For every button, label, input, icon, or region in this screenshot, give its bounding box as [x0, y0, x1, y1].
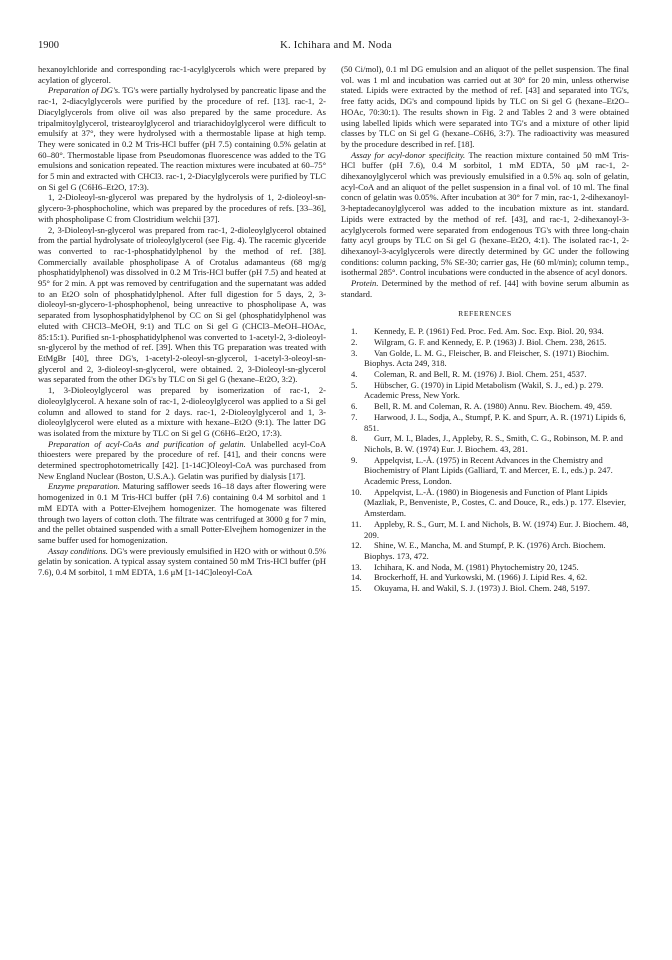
- reference-item: [341, 455, 629, 487]
- paragraph-text: 1, 2-Dioleoyl-sn-glycerol was prepared by the hydrolysis of 1, 2-dioleoyl-sn-glycero-3-phosphocholine, which was prepared by the procedures of refs. [33–36], with phospholipase C from Clostridium welchii [37].: [38, 192, 326, 224]
- reference-number: 3.: [351, 347, 358, 358]
- reference-item: [341, 348, 629, 369]
- paragraph-text: hexanoylchloride and corresponding rac-1-acylglycerols which were prepared by acylation of glycerol.: [38, 64, 326, 85]
- paragraph: [38, 439, 326, 482]
- page-number: 1900: [38, 40, 59, 51]
- reference-text: Kennedy, E. P. (1961) Fed. Proc. Fed. Am. Soc. Exp. Biol. 20, 934.: [374, 326, 604, 337]
- paragraph-text: Unlabelled acyl-CoA thioesters were prepared by the procedure of ref. [41], and their concns were determined spectrophotometrically [42]. [1-14C]Oleoyl-CoA was purchased from New England Nuclear (Boston, U.S.A.). Gelatin was purified by dialysis [17].: [38, 438, 326, 481]
- reference-text: Wilgram, G. F. and Kennedy, E. P. (1963) J. Biol. Chem. 238, 2615.: [374, 336, 607, 347]
- paragraph-text: The reaction mixture contained 50 mM Tris-HCl buffer (pH 7.6), 0.4 M sorbitol, 1 mM EDTA, 50 μM rac-1, 2-dihexanoylglycerol which was previously emulsified in a 0.5% aq. soln of gelatin, acyl-CoA and an aliquot of the pellet suspension in a final vol. of 10 ml. The final concn of gelatin was 0.05%. After incubation at 30° for 7 min, rac-1, 2-dihexanoyl-3-heptadecanoylglycerol was added to the incubation mixture as int. standard. Lipids were extracted by the method of ref. [43], and rac-1, 2-dihexanoyl-3-acylglycerols formed were separated from endogenous TG's with three long-chain fatty acyl groups by TLC on Si gel G (hexane–Et2O, 4:1). The isolated rac-1, 2-dihexanoyl-3-acylglycerols were directly determined by GC under the following conditions: column packing, 5% SE-30; carrier gas, He (60 ml/min); column temp., isothermal 285°. Control incubations were conducted in the absence of acyl donors.: [341, 149, 630, 278]
- references-list: [341, 326, 629, 594]
- methods-text: [341, 64, 629, 299]
- paragraph-runin-heading: Preparation of acyl-CoAs and purification of gelatin.: [48, 438, 246, 449]
- reference-item: [341, 337, 629, 348]
- paragraph-runin-heading: Preparation of DG's.: [48, 85, 121, 96]
- reference-text: Shine, W. E., Mancha, M. and Stumpf, P. K. (1976) Arch. Biochem. Biophys. 173, 472.: [364, 540, 606, 561]
- paragraph-text: (50 Ci/mol), 0.1 ml DG emulsion and an aliquot of the pellet suspension. The final vol. was 1 ml and incubation was carried out at 30° for 20 min, unless otherwise stated. Lipids were extracted by the method of ref. [43] and separated into TG's, free fatty acids, DG's and compound lipids by TLC on Si gel G (hexane–Et2O–HOAc, 70:30:1). The results shown in Fig. 2 and Tables 2 and 3 were obtained using labelled lipids which were separated into TG's and a mixture of other lipid classes by TLC on Si gel G (hexane–C6H6, 3:7). The radioactivity was measured by the procedure described in ref. [18].: [341, 64, 629, 149]
- paragraph: [38, 192, 326, 224]
- paragraph: [341, 278, 629, 299]
- reference-number: 15.: [351, 583, 362, 594]
- reference-text: Gurr, M. I., Blades, J., Appleby, R. S., Smith, C. G., Robinson, M. P. and Nichols, B. W. (1974) Eur. J. Biochem. 43, 281.: [364, 433, 623, 454]
- reference-item: [341, 540, 629, 561]
- reference-number: 12.: [351, 540, 362, 551]
- reference-text: Appelqvist, L.-Å. (1975) in Recent Advances in the Chemistry and Biochemistry of Plant Lipids (Galliard, T. and Mercer, E. I., eds.) p. 247. Academic Press, London.: [364, 454, 613, 487]
- reference-item: [341, 487, 629, 519]
- reference-number: 14.: [351, 572, 362, 583]
- paragraph-text: 2, 3-Dioleoyl-sn-glycerol was prepared from rac-1, 2-dioleoylglycerol obtained from the partial hydrolysate of trioleoylglycerol (see Fig. 4). The racemic glyceride was converted to rac-1-phosphatidylphenol by the method of ref. [38]. Commercially available phospholipase A of Crotalus adamanteus (68 mg/g phosphatidylphenol) was dissolved in 0.2 M Tris-HCl buffer (pH 7.5) and heated at 95° for 2 min. A ppt was removed by centrifugation and the supernatant was added to an Et2O soln of phosphatidylphenol. After full digestion for 5 days, 2, 3-dioleoyl-sn-glycero-1-phosphophenol, being unreactive to phospholipase A, was separated from lysophosphatidylphenol by CC on Si gel (phosphatidylphenol was eluted with CHCl3–MeOH, 9:1) and TLC on Si gel G (CHCl3–MeOH–HOAc, 85:15:1). Purified sn-1-phosphatidylphenol was converted to 1-acetyl-2, 3-dioleoyl-sn-glycerol by the method of ref. [39]. When this TG preparation was treated with EtMgBr [40], three DG's, 1-acetyl-2-oleoyl-sn-glycerol, 1-acetyl-3-oleoyl-sn-glycerol and 2, 3-dioleoyl-sn-glycerol, were obtained. 2, 3-Dioleoyl-sn-glycerol was separated from the other DG's by TLC on Si gel G (hexane–Et2O, 3:2).: [38, 224, 326, 385]
- paragraph-text: Determined by the method of ref. [44] with bovine serum albumin as standard.: [341, 278, 629, 299]
- reference-item: [341, 433, 629, 454]
- reference-number: 2.: [351, 336, 358, 347]
- reference-text: Appelqvist, L.-Å. (1980) in Biogenesis and Function of Plant Lipids (Mazliak, P., Benveniste, P., Costes, C. and Douce, R., eds.) p. 177. Elsevier, Amsterdam.: [364, 486, 626, 519]
- reference-number: 9.: [351, 454, 358, 465]
- reference-item: [341, 572, 629, 583]
- reference-item: [341, 401, 629, 412]
- reference-text: Brockerhoff, H. and Yurkowski, M. (1966) J. Lipid Res. 4, 62.: [374, 572, 588, 583]
- paragraph-text: 1, 3-Dioleoylglycerol was prepared by isomerization of rac-1, 2-dioleoylglycerol. A hexane soln of rac-1, 2-dioleoylglycerol was applied to a Si gel column and allowed to stand for 2 days. rac-1, 2-Dioleoylglycerol and 1, 3-dioleoylglycerol were eluted as a mixture with hexane–Et2O (9:1). The latter DG was isolated from the mixture by TLC on Si gel G (C6H6–Et2O, 17:3).: [38, 385, 326, 438]
- paragraph: [341, 150, 629, 278]
- reference-number: 7.: [351, 411, 358, 422]
- reference-item: [341, 380, 629, 401]
- reference-number: 5.: [351, 379, 358, 390]
- reference-item: [341, 412, 629, 433]
- reference-text: Appleby, R. S., Gurr, M. I. and Nichols, B. W. (1974) Eur. J. Biochem. 48, 209.: [364, 518, 629, 540]
- reference-item: [341, 326, 629, 337]
- paragraph-runin-heading: Assay for acyl-donor specificity.: [351, 149, 466, 160]
- paragraph: [38, 546, 326, 578]
- reference-number: 13.: [351, 561, 362, 572]
- reference-number: 4.: [351, 368, 358, 379]
- reference-item: [341, 519, 629, 540]
- paragraph-text: Maturing safflower seeds 16–18 days after flowering were homogenized in 0.1 M Tris-HCl buffer (pH 7.6) containing 0.4 M sorbitol and 1 mM EDTA with a Potter-Elvejhem homogenizer. The homogenate was filtered through two layers of cotton cloth. The filtrate was centrifuged at 3000 g for 7 min, and the pellet obtained suspended with a small Potter-Elvejhem homogenizer in the same buffer used for homogenization.: [38, 481, 326, 545]
- reference-text: Harwood, J. L., Sodja, A., Stumpf, P. K. and Spurr, A. R. (1971) Lipids 6, 851.: [364, 411, 626, 433]
- reference-item: [341, 369, 629, 380]
- reference-text: Van Golde, L. M. G., Fleischer, B. and Fleischer, S. (1971) Biochim. Biophys. Acta 249, 318.: [364, 347, 610, 369]
- reference-item: [341, 583, 629, 594]
- reference-number: 1.: [351, 326, 358, 337]
- paragraph-runin-heading: Protein.: [351, 278, 379, 289]
- left-column: [38, 64, 326, 578]
- paragraph-text: DG's were previously emulsified in H2O with or without 0.5% gelatin by sonication. A typical assay system contained 50 mM Tris-HCl buffer (pH 7.6), 0.4 M sorbitol, 1 mM EDTA, 1.6 μM [1-14C]oleoyl-CoA: [38, 545, 326, 578]
- reference-text: Okuyama, H. and Wakil, S. J. (1973) J. Biol. Chem. 248, 5197.: [374, 583, 590, 594]
- reference-number: 10.: [351, 486, 362, 497]
- reference-text: Coleman, R. and Bell, R. M. (1976) J. Biol. Chem. 251, 4537.: [374, 368, 587, 379]
- running-head-authors: K. Ichihara and M. Noda: [280, 40, 392, 51]
- reference-number: 8.: [351, 433, 358, 444]
- paragraph: [38, 85, 326, 192]
- right-column: [341, 64, 629, 594]
- paragraph: [38, 225, 326, 386]
- references-heading: REFERENCES: [458, 309, 512, 319]
- reference-text: Ichihara, K. and Noda, M. (1981) Phytochemistry 20, 1245.: [374, 561, 579, 572]
- paragraph-runin-heading: Assay conditions.: [48, 545, 108, 556]
- paragraph-text: TG's were partially hydrolysed by pancreatic lipase and the rac-1, 2-diacylglycerols were purified by the procedure of ref. [13]. rac-1, 2-Diacylglycerols from olive oil was also prepared by the same procedure. As tripalmitoylglycerol, tristearoylglycerol and triarachidoylglycerol were difficult to emulsify at 37°, they were hydrolysed with a thermostable lipase at high temp. They were sonicated in 0.2 M Tris-HCl buffer (pH 7.5) containing 0.5% gelatin at 60–80°. Thermostable lipase from Pseudomonas fluorescence was added to the TG emulsions and sonication repeated. The reaction mixtures were incubated at 60–75° for 5 min and extracted with CHCl3. rac-1, 2-Diacylglycerols were purified by TLC on Si gel G (C6H6–Et2O, 17:3).: [38, 85, 326, 192]
- reference-text: Hübscher, G. (1970) in Lipid Metabolism (Wakil, S. J., ed.) p. 279. Academic Press, New York.: [364, 379, 604, 401]
- paragraph: [341, 64, 629, 150]
- reference-number: 11.: [351, 518, 362, 529]
- paragraph: [38, 64, 326, 85]
- paragraph-runin-heading: Enzyme preparation.: [48, 481, 120, 492]
- reference-item: [341, 562, 629, 573]
- reference-number: 6.: [351, 401, 358, 412]
- reference-text: Bell, R. M. and Coleman, R. A. (1980) Annu. Rev. Biochem. 49, 459.: [374, 401, 613, 412]
- paragraph: [38, 481, 326, 545]
- paragraph: [38, 385, 326, 439]
- page-header: [38, 40, 634, 54]
